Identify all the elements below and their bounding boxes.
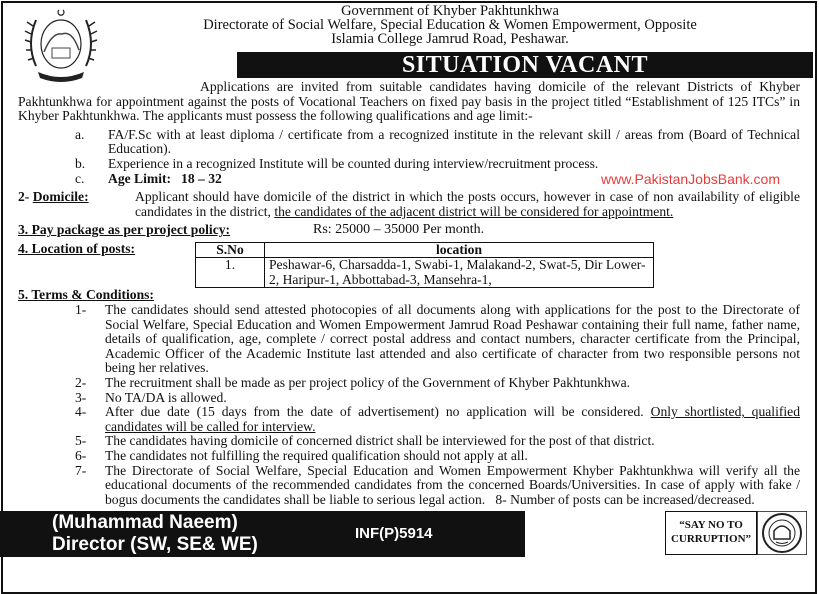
qualification-text: FA/F.Sc with at least diploma / certificate from a recognized institute in the relevant skill / areas from (Board of Technical Education). [108, 126, 800, 157]
term-item [18, 464, 800, 508]
list-marker: 6- [75, 447, 87, 463]
term-item [18, 391, 800, 406]
slogan-line1: “SAY NO TO [679, 519, 743, 532]
term-item [18, 303, 800, 376]
age-limit-value: 18 – 32 [181, 170, 222, 186]
term-body: The Directorate of Social Welfare, Special Education and Women Empowerment Khyber Pakhtunkhwa will verify all the educational documents of the recommended candidates from the concerned Boards/Universities. In case of apply with fake / bogus documents the candidates shall be liable to serious legal action. [105, 462, 800, 507]
intro-paragraph: Applications are invited from suitable candidates having domicile of the relevant Districts of Khyber Pakhtunkhwa for appointment against the posts of Vocational Teachers on fixed pay basis in the project titled “Establishment of 125 ITCs” in Khyber Pakhtunkhwa. The applicants must possess the following qualifications and age limit:- [18, 79, 800, 124]
list-marker: 5- [75, 433, 87, 449]
table-row [196, 258, 654, 288]
list-marker: 4- [75, 404, 87, 420]
location-heading: 4. Location of posts: [18, 240, 136, 256]
age-limit [18, 172, 800, 187]
term-text: The candidates not fulfilling the required qualification should not apply at all. [105, 447, 528, 463]
cell-sno: 1. [196, 258, 265, 288]
qualification-text: Experience in a recognized Institute will be counted during interview/recruitment process. [108, 155, 599, 171]
term-body: After due date (15 days from the date of advertisement) no application will be considered. [105, 404, 644, 420]
table-header-row [196, 242, 654, 258]
signature-footer [0, 511, 525, 557]
anti-corruption-seal-icon [757, 511, 807, 555]
column-header-location: location [265, 242, 654, 258]
term-text: The candidates should send attested photocopies of all documents along with applications for the post to the Directorate of Social Welfare, Special Education and Women Empowerment Jamrud Road Peshawar containing their full name, father name, details of qualification, age, complete / correct postal address and contact numbers, character certificate from the Principal, Academic Officer of the Academic Institute last attended and also certificate of character from two responsible persons not being her relatives. [105, 302, 800, 376]
term-text: No TA/DA is allowed. [105, 389, 227, 405]
term-text: The candidates having domicile of concerned district shall be interviewed for the post of that district. [105, 433, 655, 449]
header-directorate: Directorate of Social Welfare, Special Education & Women Empowerment, Opposite [203, 17, 697, 33]
pay-value: Rs: 25000 – 35000 Per month. [313, 222, 485, 238]
term-item [18, 449, 800, 464]
section-number: 2- [18, 189, 30, 205]
qualification-item [18, 157, 800, 172]
domicile-underlined: the candidates of the adjacent district will be considered for appointment. [274, 203, 674, 219]
qualification-item [18, 128, 800, 157]
term-text [105, 405, 800, 434]
list-marker: c. [75, 170, 85, 186]
domicile-section [18, 190, 800, 219]
list-marker: 1- [75, 302, 87, 318]
director-name: (Muhammad Naeem) [52, 512, 238, 534]
header-address: Islamia College Jamrud Road, Peshawar. [331, 31, 569, 47]
location-section [18, 242, 800, 289]
cell-location: Peshawar-6, Charsadda-1, Swabi-1, Malakand-2, Swat-5, Dir Lower-2, Haripur-1, Abbottabad-3, Mansehra-1, [265, 258, 654, 288]
list-marker: 2- [75, 375, 87, 390]
list-marker: 3- [75, 389, 87, 405]
section-heading: Domicile: [32, 189, 89, 205]
inf-reference: INF(P)5914 [355, 525, 433, 543]
terms-heading: 5. Terms & Conditions: [18, 287, 154, 303]
term-body: Number of posts can be increased/decreased. [510, 491, 755, 507]
term-text: The recruitment shall be made as per project policy of the Government of Khyber Pakhtunkhwa. [105, 375, 631, 390]
term-text [105, 464, 800, 508]
term-underlined: Only shortlisted, qualified candidates will be called for interview. [105, 404, 800, 434]
list-marker: 7- [75, 462, 87, 478]
situation-vacant-banner: SITUATION VACANT [237, 52, 813, 78]
location-table [195, 242, 654, 289]
domicile-body: Applicant should have domicile of the district in which the posts occurs, however in case of non availability of eligible candidates in the district, [135, 189, 800, 219]
advertisement-body [0, 80, 819, 507]
term-item [18, 405, 800, 434]
term-item [18, 434, 800, 449]
term-item [18, 376, 800, 391]
slogan-line2: CURRUPTION” [670, 533, 752, 546]
director-designation: Director (SW, SE& WE) [52, 534, 258, 556]
kp-government-emblem-icon [22, 4, 100, 82]
header-area [0, 0, 819, 80]
domicile-text [135, 190, 800, 219]
list-marker: b. [75, 155, 86, 171]
age-limit-label: Age Limit: [108, 170, 172, 186]
watermark: www.PakistanJobsBank.com [601, 170, 780, 187]
pay-heading: 3. Pay package as per project policy: [18, 222, 231, 238]
footer-area [0, 511, 819, 557]
list-marker: a. [75, 126, 85, 142]
column-header-sno: S.No [196, 242, 265, 258]
say-no-to-corruption-box [665, 511, 757, 555]
domicile-heading [18, 190, 135, 205]
header-government: Government of Khyber Pakhtunkhwa [341, 3, 559, 19]
list-marker: 8- [495, 491, 507, 507]
pay-section [18, 223, 800, 238]
